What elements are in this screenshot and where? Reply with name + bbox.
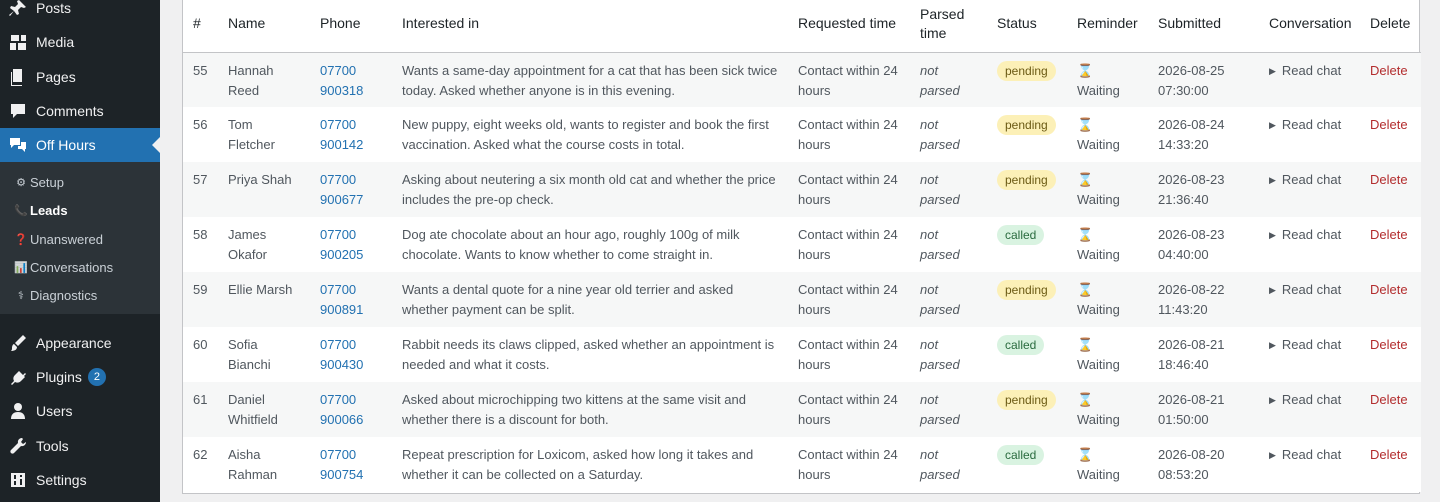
interested-in: Asking about neutering a six month old cat and whether the price includes the pre-op check. — [402, 172, 776, 207]
lead-name: Hannah Reed — [228, 62, 274, 98]
table-header-row — [183, 0, 1421, 52]
requested-time: Contact within 24 hours — [798, 447, 898, 482]
disclosure-triangle-icon: ▶ — [1269, 120, 1276, 130]
parsed-time: not parsed — [920, 392, 960, 427]
column-header-number: # — [183, 0, 218, 52]
phone-cell — [310, 162, 392, 217]
delete-link[interactable]: Delete — [1370, 62, 1408, 78]
stethoscope-icon: ⚕ — [18, 289, 24, 302]
submenu-item-label: Conversations — [30, 259, 114, 275]
pin-icon — [0, 0, 36, 18]
submenu-item-label: Unanswered — [30, 231, 103, 247]
phone-link[interactable]: 07700 900430 — [320, 337, 364, 372]
parsed-time: not parsed — [920, 227, 960, 262]
status-badge: pending — [997, 280, 1056, 300]
phone-link[interactable]: 07700 900205 — [320, 227, 364, 262]
requested-time: Contact within 24 hours — [798, 337, 898, 372]
phone-link[interactable]: 07700 900066 — [320, 392, 364, 427]
menu-item-posts[interactable] — [0, 0, 160, 25]
status-badge: called — [997, 225, 1044, 245]
reminder-status: Waiting — [1077, 137, 1120, 152]
read-chat-label: Read chat — [1281, 172, 1342, 187]
read-chat-toggle[interactable] — [1269, 117, 1341, 132]
hourglass-icon: ⌛ — [1077, 337, 1094, 352]
parsed-time: not parsed — [920, 282, 960, 317]
menu-item-label: Comments — [36, 103, 104, 119]
row-number: 60 — [193, 337, 208, 352]
reminder-status: Waiting — [1077, 357, 1120, 372]
status-badge: pending — [997, 61, 1056, 81]
read-chat-toggle[interactable] — [1269, 63, 1341, 78]
conversation-cell — [1259, 107, 1360, 162]
menu-item-label: Media — [36, 34, 75, 50]
plugins-update-badge: 2 — [88, 368, 106, 386]
delete-cell — [1360, 107, 1421, 162]
column-header-interested: Interested in — [392, 0, 788, 52]
reminder-status: Waiting — [1077, 412, 1120, 427]
row-number: 55 — [193, 62, 208, 78]
row-number: 57 — [193, 172, 208, 187]
requested-time: Contact within 24 hours — [798, 172, 898, 207]
requested-time: Contact within 24 hours — [798, 117, 898, 152]
parsed-time: not parsed — [920, 172, 960, 207]
user-icon — [0, 401, 36, 421]
delete-cell — [1360, 217, 1421, 272]
row-number: 62 — [193, 447, 208, 462]
status-badge: pending — [997, 170, 1056, 190]
status-cell — [987, 162, 1067, 217]
conversation-cell — [1259, 437, 1360, 492]
admin-sidebar — [0, 0, 160, 502]
delete-cell — [1360, 437, 1421, 492]
interested-in: Wants a same-day appointment for a cat that has been sick twice today. Asked whether anyone is in this evening. — [402, 62, 778, 98]
disclosure-triangle-icon: ▶ — [1269, 65, 1276, 76]
brush-icon — [0, 333, 36, 353]
reminder-cell — [1067, 272, 1148, 327]
status-badge: pending — [997, 115, 1056, 135]
table-row — [183, 382, 1421, 437]
column-header-conversation: Conversation — [1259, 0, 1360, 52]
status-cell — [987, 52, 1067, 107]
phone-link[interactable]: 07700 900142 — [320, 117, 364, 152]
submenu-item-setup[interactable] — [12, 171, 64, 193]
submenu-item-unanswered[interactable] — [12, 228, 103, 250]
delete-link[interactable]: Delete — [1370, 117, 1408, 132]
read-chat-toggle[interactable] — [1269, 172, 1341, 187]
menu-item-users[interactable] — [0, 394, 160, 428]
hourglass-icon: ⌛ — [1077, 117, 1094, 132]
interested-in: Wants a dental quote for a nine year old terrier and asked whether payment can be split. — [402, 282, 734, 317]
conversation-cell — [1259, 162, 1360, 217]
table-row — [183, 217, 1421, 272]
table-row — [183, 437, 1421, 492]
interested-in: Asked about microchipping two kittens at the same visit and whether there is a discount for both. — [402, 392, 746, 427]
delete-link[interactable]: Delete — [1370, 172, 1408, 187]
chat-bubbles-icon — [0, 135, 36, 155]
reminder-status: Waiting — [1077, 467, 1120, 482]
column-header-phone: Phone — [310, 0, 392, 52]
read-chat-toggle[interactable] — [1269, 227, 1341, 242]
phone-link[interactable]: 07700 900677 — [320, 172, 364, 207]
status-badge: called — [997, 445, 1044, 465]
plug-icon — [0, 367, 36, 387]
menu-item-label: Off Hours — [36, 137, 96, 153]
column-header-name: Name — [218, 0, 310, 52]
read-chat-toggle[interactable] — [1269, 337, 1341, 352]
interested-in: Rabbit needs its claws clipped, asked whether an appointment is needed and what it costs. — [402, 337, 775, 372]
submitted-time: 2026-08-23 04:40:00 — [1158, 227, 1225, 262]
menu-item-off-hours[interactable] — [0, 128, 160, 162]
current-menu-arrow — [152, 137, 160, 153]
delete-link[interactable]: Delete — [1370, 337, 1408, 352]
reminder-status: Waiting — [1077, 82, 1120, 98]
read-chat-label: Read chat — [1281, 392, 1342, 407]
reminder-status: Waiting — [1077, 192, 1120, 207]
delete-cell — [1360, 327, 1421, 382]
phone-cell — [310, 52, 392, 107]
reminder-status: Waiting — [1077, 247, 1120, 262]
hourglass-icon: ⌛ — [1077, 227, 1094, 242]
menu-item-appearance[interactable] — [0, 326, 160, 360]
lead-name: Aisha Rahman — [228, 447, 278, 482]
reminder-cell — [1067, 162, 1148, 217]
lead-name: Ellie Marsh — [228, 282, 293, 297]
requested-time: Contact within 24 hours — [798, 392, 898, 427]
parsed-time: not parsed — [920, 62, 960, 98]
table-row — [183, 327, 1421, 382]
table-row — [183, 162, 1421, 217]
interested-in: Dog ate chocolate about an hour ago, roughly 100g of milk chocolate. Wants to know whether to come straight in. — [402, 227, 740, 262]
column-header-status: Status — [987, 0, 1067, 52]
disclosure-triangle-icon: ▶ — [1269, 395, 1276, 405]
menu-item-plugins[interactable] — [0, 360, 160, 394]
row-number: 56 — [193, 117, 208, 132]
sliders-icon — [0, 470, 36, 490]
reminder-cell — [1067, 327, 1148, 382]
menu-item-label: Users — [36, 403, 73, 419]
row-number: 61 — [193, 392, 208, 407]
read-chat-label: Read chat — [1281, 447, 1342, 462]
read-chat-label: Read chat — [1281, 227, 1342, 242]
status-cell — [987, 327, 1067, 382]
conversation-cell — [1259, 272, 1360, 327]
phone-cell — [310, 437, 392, 492]
menu-item-tools[interactable] — [0, 429, 160, 463]
column-header-delete: Delete — [1360, 0, 1421, 52]
table-row — [183, 272, 1421, 327]
submenu-item-leads[interactable] — [12, 199, 68, 221]
disclosure-triangle-icon: ▶ — [1269, 450, 1276, 460]
lead-name: Sofia Bianchi — [228, 337, 271, 372]
requested-time: Contact within 24 hours — [798, 62, 898, 98]
delete-link[interactable]: Delete — [1370, 282, 1408, 297]
submitted-time: 2026-08-20 08:53:20 — [1158, 447, 1225, 482]
lead-name: Daniel Whitfield — [228, 392, 278, 427]
menu-item-label: Appearance — [36, 335, 112, 351]
column-header-reminder: Reminder — [1067, 0, 1148, 52]
read-chat-label: Read chat — [1281, 337, 1342, 352]
interested-in: Repeat prescription for Loxicom, asked how long it takes and whether it can be collected on a Saturday. — [402, 447, 754, 482]
wrench-icon — [0, 436, 36, 456]
reminder-cell — [1067, 437, 1148, 492]
conversation-cell — [1259, 52, 1360, 107]
parsed-time: not parsed — [920, 447, 960, 482]
status-cell — [987, 272, 1067, 327]
column-header-requested-time: Requested time — [788, 0, 910, 52]
hourglass-icon: ⌛ — [1077, 172, 1094, 187]
submenu-item-label: Setup — [30, 174, 64, 190]
phone-cell — [310, 327, 392, 382]
status-badge: pending — [997, 390, 1056, 410]
interested-in: New puppy, eight weeks old, wants to register and book the first vaccination. Asked what the course costs in total. — [402, 117, 769, 152]
phone-cell — [310, 217, 392, 272]
reminder-cell — [1067, 107, 1148, 162]
hourglass-icon: ⌛ — [1077, 447, 1094, 462]
menu-item-label: Settings — [36, 472, 87, 488]
read-chat-label: Read chat — [1281, 282, 1342, 297]
submitted-time: 2026-08-21 01:50:00 — [1158, 392, 1225, 427]
media-icon — [0, 32, 36, 52]
phone-link[interactable]: 07700 900754 — [320, 447, 364, 482]
phone-link[interactable]: 07700 900891 — [320, 282, 364, 317]
submitted-time: 2026-08-24 14:33:20 — [1158, 117, 1225, 152]
pages-icon — [0, 67, 36, 87]
delete-link[interactable]: Delete — [1370, 392, 1408, 407]
read-chat-toggle[interactable] — [1269, 447, 1341, 462]
delete-cell — [1360, 52, 1421, 107]
conversation-cell — [1259, 327, 1360, 382]
delete-cell — [1360, 162, 1421, 217]
reminder-cell — [1067, 382, 1148, 437]
row-number: 58 — [193, 227, 208, 242]
requested-time: Contact within 24 hours — [798, 227, 898, 262]
reminder-cell — [1067, 217, 1148, 272]
menu-item-pages[interactable] — [0, 60, 160, 94]
submitted-time: 2026-08-21 18:46:40 — [1158, 337, 1225, 372]
leads-table — [183, 0, 1421, 492]
hourglass-icon: ⌛ — [1077, 392, 1094, 407]
status-cell — [987, 437, 1067, 492]
conversation-cell — [1259, 382, 1360, 437]
column-header-submitted: Submitted — [1148, 0, 1259, 52]
read-chat-label: Read chat — [1281, 117, 1342, 132]
phone-icon: 📞 — [14, 204, 28, 217]
menu-item-comments[interactable] — [0, 94, 160, 128]
submenu-item-label: Diagnostics — [30, 287, 98, 303]
lead-name: Tom Fletcher — [228, 117, 275, 152]
disclosure-triangle-icon: ▶ — [1269, 340, 1276, 350]
requested-time: Contact within 24 hours — [798, 282, 898, 317]
reminder-status: Waiting — [1077, 302, 1120, 317]
off-hours-submenu — [0, 162, 160, 314]
gear-icon: ⚙ — [16, 176, 26, 189]
parsed-time: not parsed — [920, 337, 960, 372]
disclosure-triangle-icon: ▶ — [1269, 230, 1276, 240]
menu-item-settings[interactable] — [0, 463, 160, 497]
submenu-item-conversations[interactable] — [12, 256, 113, 278]
status-cell — [987, 107, 1067, 162]
disclosure-triangle-icon: ▶ — [1269, 175, 1276, 185]
menu-item-label: Tools — [36, 438, 69, 454]
conversation-cell — [1259, 217, 1360, 272]
bar-chart-icon: 📊 — [14, 261, 28, 274]
submenu-item-label: Leads — [30, 202, 68, 218]
status-cell — [987, 382, 1067, 437]
menu-item-label: Pages — [36, 69, 76, 85]
status-cell — [987, 217, 1067, 272]
question-icon: ❓ — [14, 233, 28, 246]
submenu-item-diagnostics[interactable] — [12, 284, 97, 306]
menu-item-label: Plugins — [36, 369, 82, 385]
leads-table-container — [182, 0, 1420, 494]
disclosure-triangle-icon: ▶ — [1269, 285, 1276, 295]
phone-cell — [310, 382, 392, 437]
submitted-time: 2026-08-22 11:43:20 — [1158, 282, 1225, 317]
delete-cell — [1360, 382, 1421, 437]
phone-link[interactable]: 07700 900318 — [320, 62, 364, 98]
submitted-time: 2026-08-23 21:36:40 — [1158, 172, 1225, 207]
read-chat-toggle[interactable] — [1269, 282, 1341, 297]
menu-item-label: Posts — [36, 0, 72, 16]
reminder-cell — [1067, 52, 1148, 107]
lead-name: Priya Shah — [228, 172, 292, 187]
column-header-parsed-time: Parsed time — [910, 0, 987, 52]
lead-name: James Okafor — [228, 227, 268, 262]
status-badge: called — [997, 335, 1044, 355]
read-chat-toggle[interactable] — [1269, 392, 1341, 407]
menu-item-media[interactable] — [0, 25, 160, 59]
submitted-time: 2026-08-25 07:30:00 — [1158, 62, 1225, 98]
phone-cell — [310, 272, 392, 327]
hourglass-icon: ⌛ — [1077, 282, 1094, 297]
row-number: 59 — [193, 282, 208, 297]
hourglass-icon: ⌛ — [1077, 62, 1094, 78]
comments-icon — [0, 101, 36, 121]
read-chat-label: Read chat — [1281, 62, 1342, 78]
table-row — [183, 107, 1421, 162]
phone-cell — [310, 107, 392, 162]
table-row — [183, 52, 1421, 107]
delete-cell — [1360, 272, 1421, 327]
delete-link[interactable]: Delete — [1370, 227, 1408, 242]
delete-link[interactable]: Delete — [1370, 447, 1408, 462]
parsed-time: not parsed — [920, 117, 960, 152]
